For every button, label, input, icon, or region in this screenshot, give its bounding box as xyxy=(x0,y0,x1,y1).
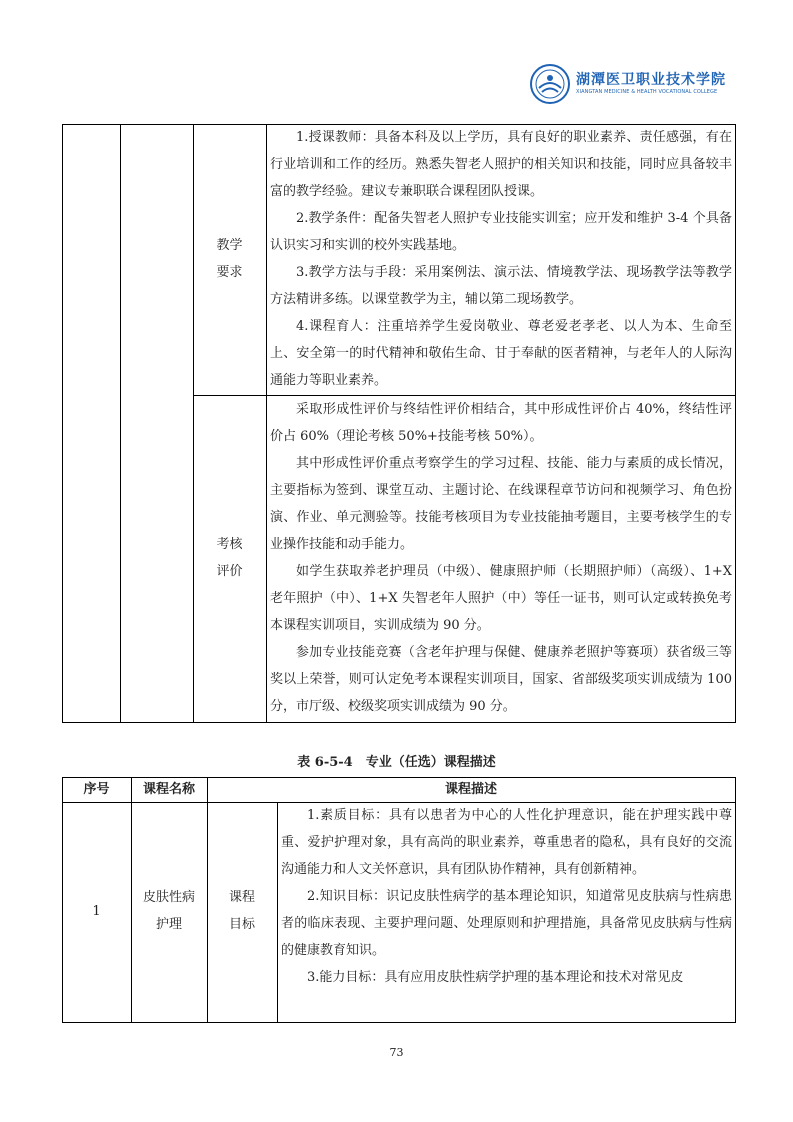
paragraph: 2.知识目标：识记皮肤性病学的基本理论知识，知道常见皮肤病与性病患者的临床表现、主要护理问题、处理原则和护理措施，具备常见皮肤病与性病的健康教育知识。 xyxy=(281,889,732,958)
paragraph: 2.教学条件：配备失智老人照护专业技能实训室；应开发和维护 3-4 个具备认识实习和实训的校外实践基地。 xyxy=(270,211,732,253)
paragraph: 采取形成性评价与终结性评价相结合，其中形成性评价占 40%，终结性评价占 60%（理论考核 50%+技能考核 50%）。 xyxy=(270,402,732,444)
header-number: 序号 xyxy=(83,782,110,797)
assessment-content xyxy=(270,396,732,720)
page-number: 73 xyxy=(389,1046,404,1059)
row-number: 1 xyxy=(92,904,101,919)
teaching-requirements-label: 教学 要求 xyxy=(216,238,243,280)
paragraph: 参加专业技能竞赛（含老年护理与保健、健康养老照护等赛项）获省级三等奖以上荣誉，则可认定免考本课程实训项目，国家、省部级奖项实训成绩为 100 分，市厅级、校级奖项实训成绩为 90 分。 xyxy=(270,645,732,714)
header-course-name: 课程名称 xyxy=(142,782,195,797)
paragraph: 4.课程育人：注重培养学生爱岗敬业、尊老爱老孝老、以人为本、生命至上、安全第一的时代精神和敬佑生命、甘于奉献的医者精神，与老年人的人际沟通能力等职业素养。 xyxy=(270,319,732,388)
paragraph: 其中形成性评价重点考察学生的学习过程、技能、能力与素质的成长情况，主要指标为签到、课堂互动、主题讨论、在线课程章节访问和视频学习、角色扮演、作业、单元测验等。技能考核项目为专业技能抽考题目，主要考核学生的专业操作技能和动手能力。 xyxy=(270,456,732,552)
paragraph: 3.能力目标：具有应用皮肤性病学护理的基本理论和技术对常见皮 xyxy=(307,970,684,985)
college-logo xyxy=(530,62,726,112)
paragraph: 1.授课教师：具备本科及以上学历，具有良好的职业素养、责任感强，有在行业培训和工作的经历。熟悉失智老人照护的相关知识和技能，同时应具备较丰富的教学经验。建议专兼职联合课程团队授课。 xyxy=(270,130,732,199)
course-objectives-label: 课程 目标 xyxy=(228,890,255,932)
paragraph: 如学生获取养老护理员（中级）、健康照护师（长期照护师）（高级）、1+X 老年照护（中）、1+X 失智老年人照护（中）等任一证书，则可认定或转换免考本课程实训项目，实训成绩为 90 分。 xyxy=(270,564,732,633)
college-name-cn: 湖潭医卫职业技术学院 xyxy=(576,72,726,88)
header-course-description: 课程描述 xyxy=(444,782,497,797)
table-caption: 表 6-5-4 专业（任选）课程描述 xyxy=(297,755,496,770)
teaching-requirements-content xyxy=(270,124,732,394)
course-name: 皮肤性病 护理 xyxy=(142,890,195,932)
assessment-label: 考核 评价 xyxy=(216,537,243,579)
college-name-en: XIANGTAN MEDICINE & HEALTH VOCATIONAL COLLEGE xyxy=(576,89,718,95)
paragraph: 1.素质目标：具有以患者为中心的人性化护理意识，能在护理实践中尊重、爱护护理对象，具有高尚的职业素养，尊重患者的隐私，具有良好的交流沟通能力和人文关怀意识，具有团队协作精神，具有创新精神。 xyxy=(281,808,732,877)
college-emblem-icon xyxy=(530,64,570,104)
course-objectives-content xyxy=(281,802,732,991)
paragraph: 3.教学方法与手段：采用案例法、演示法、情境教学法、现场教学法等教学方法精讲多练。以课堂教学为主，辅以第二现场教学。 xyxy=(270,265,732,307)
